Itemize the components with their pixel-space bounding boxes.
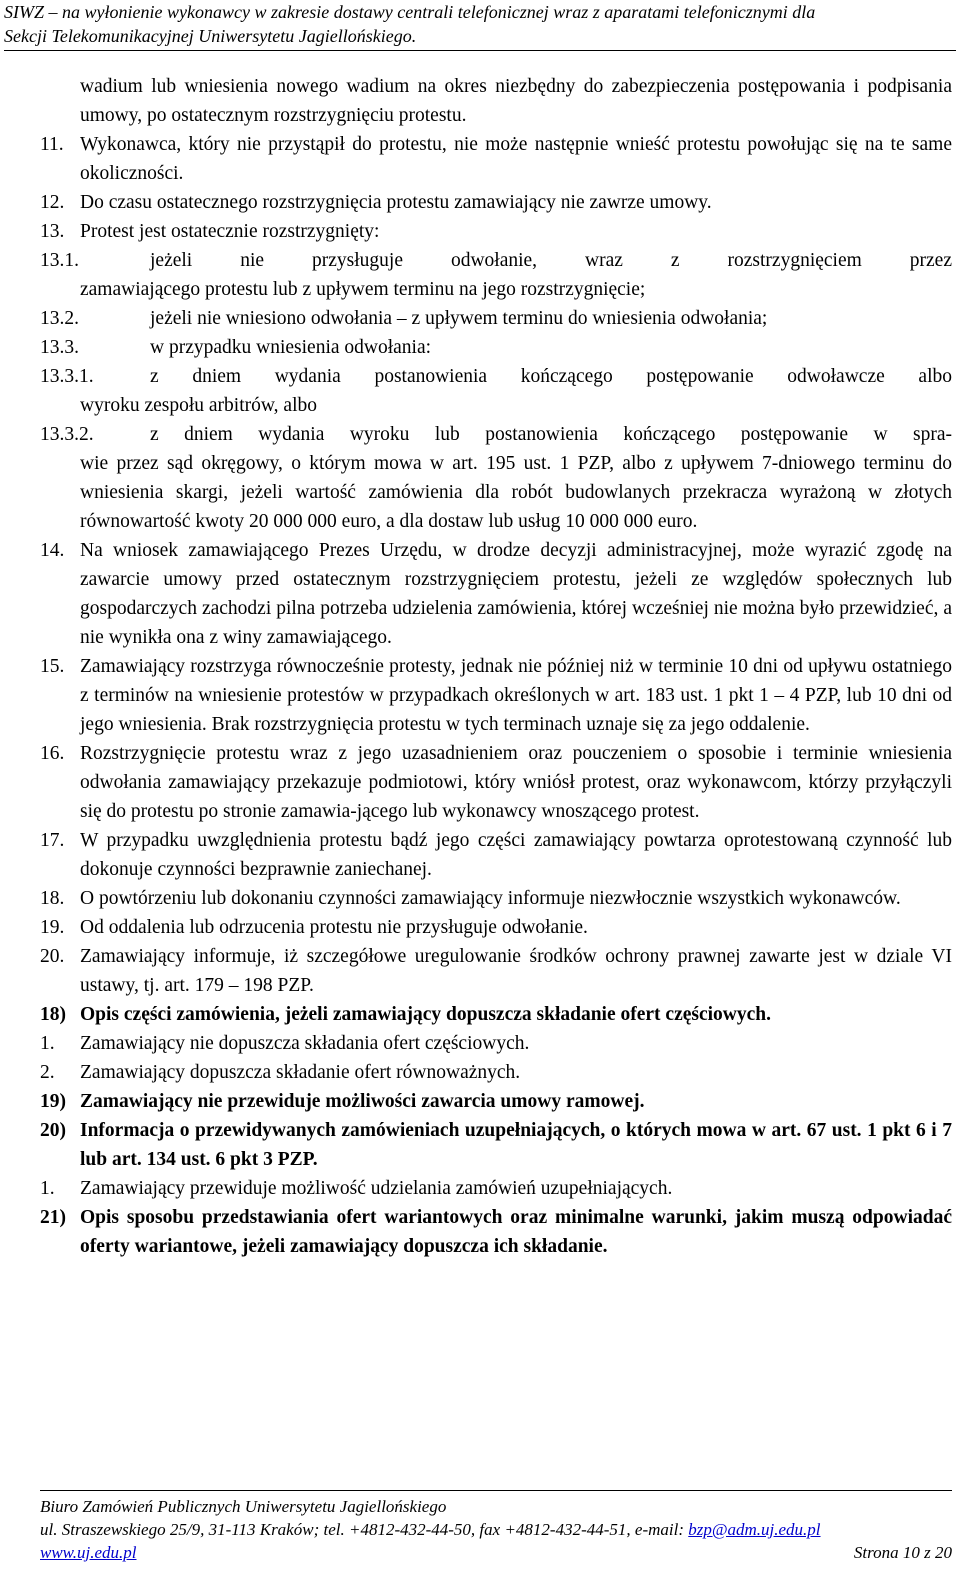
footer-bottom-row: [40, 1541, 952, 1564]
item-text: Zamawiający nie dopuszcza składania ofert częściowych.: [80, 1033, 530, 1054]
item-number: 13.3.2.: [40, 424, 94, 445]
item-text: Od oddalenia lub odrzucenia protestu nie przysługuje odwołanie.: [80, 917, 588, 938]
section-number: 19): [40, 1091, 66, 1112]
item-number: 1.: [40, 1033, 55, 1054]
sub-item-13-1: [40, 246, 952, 304]
item-text: jeżeli nie wniesiono odwołania – z upływem terminu do wniesienia odwołania;: [150, 308, 768, 329]
sub-item-13-2: [40, 304, 952, 333]
section-number: 21): [40, 1207, 66, 1228]
document-body: [40, 72, 952, 1261]
item-text: O powtórzeniu lub dokonaniu czynności zamawiający informuje niezwłocznie wszystkich wykonawców.: [80, 888, 901, 909]
item-text-first-line: z dniem wydania wyroku lub postanowienia kończącego postępowanie w spra-: [150, 424, 952, 445]
item-text: Zamawiający przewiduje możliwość udzielania zamówień uzupełniających.: [80, 1178, 673, 1199]
item-text-rest: zamawiającego protestu lub z upływem terminu na jego rozstrzygnięcie;: [80, 279, 646, 300]
list-item-17: [40, 826, 952, 884]
item-number: 12.: [40, 192, 65, 213]
item-number: 13.: [40, 221, 65, 242]
list-item-13: [40, 217, 952, 246]
item-text: Do czasu ostatecznego rozstrzygnięcia protestu zamawiający nie zawrze umowy.: [80, 192, 712, 213]
item-text: W przypadku uwzględnienia protestu bądź jego części zamawiający powtarza oprotestowaną czynność lub dokonuje czynności bezprawnie zaniechanej.: [80, 830, 952, 880]
section-18-item-1: [40, 1029, 952, 1058]
item-number: 16.: [40, 743, 65, 764]
item-text: Zamawiający rozstrzyga równocześnie protesty, jednak nie później niż w terminie 10 dni od upływu ostatniego z terminów na wniesienie protestów w przypadkach określonych w art. 183 ust. 1 pkt 1 – 4 PZP, lub 10 dni od jego wniesienia. Brak rozstrzygnięcia protestu w tych terminach uznaje się za jego oddalenie.: [80, 656, 952, 735]
section-20-item-1: [40, 1174, 952, 1203]
item-number: 14.: [40, 540, 65, 561]
list-item-18: [40, 884, 952, 913]
section-number: 18): [40, 1004, 66, 1025]
item-number: 19.: [40, 917, 65, 938]
section-19-heading: [40, 1087, 952, 1116]
item-text: Wykonawca, który nie przystąpił do protestu, nie może następnie wnieść protestu powołując się na te same okoliczności.: [80, 134, 952, 184]
section-title: Zamawiający nie przewiduje możliwości zawarcia umowy ramowej.: [80, 1091, 645, 1112]
item-number: 20.: [40, 946, 65, 967]
continued-paragraph: wadium lub wniesienia nowego wadium na okres niezbędny do zabezpieczenia postępowania i podpisania umowy, po ostatecznym rozstrzygnięciu protestu.: [80, 76, 952, 126]
footer-address: ul. Straszewskiego 25/9, 31-113 Kraków; tel. +4812-432-44-50, fax +4812-432-44-51, e-mail:: [40, 1520, 689, 1539]
section-21-heading: [40, 1203, 952, 1261]
document-header: [4, 0, 956, 51]
page-number: Strona 10 z 20: [853, 1543, 952, 1562]
section-18-heading: [40, 1000, 952, 1029]
section-20-heading: [40, 1116, 952, 1174]
item-number: 15.: [40, 656, 65, 677]
item-text: w przypadku wniesienia odwołania:: [150, 337, 432, 358]
list-item-12: [40, 188, 952, 217]
item-number: 13.2.: [40, 308, 79, 329]
item-number: 17.: [40, 830, 65, 851]
footer-contact-line: [40, 1518, 952, 1541]
item-text-first-line: jeżeli nie przysługuje odwołanie, wraz z rozstrzygnięciem przez: [150, 250, 952, 271]
list-item-15: [40, 652, 952, 739]
email-link[interactable]: bzp@adm.uj.edu.pl: [688, 1520, 821, 1539]
list-item-16: [40, 739, 952, 826]
item-number: 13.3.1.: [40, 366, 94, 387]
item-text-rest: wie przez sąd okręgowy, o którym mowa w art. 195 ust. 1 PZP, albo z upływem 7-dniowego terminu do wniesienia skargi, jeżeli wartość zamówienia dla robót budowlanych przekracza wyrażoną w złotych równowartość kwoty 20 000 000 euro, a dla dostaw lub usług 10 000 000 euro.: [80, 453, 952, 532]
section-title: Opis części zamówienia, jeżeli zamawiający dopuszcza składanie ofert częściowych.: [80, 1004, 772, 1025]
list-item-11: [40, 130, 952, 188]
item-text: Zamawiający informuje, iż szczegółowe uregulowanie środków ochrony prawnej zawarte jest w dziale VI ustawy, tj. art. 179 – 198 PZP.: [80, 946, 952, 996]
document-footer: [40, 1490, 952, 1564]
sub-item-13-3-2: [40, 420, 952, 536]
item-number: 11.: [40, 134, 64, 155]
list-item-20: [40, 942, 952, 1000]
section-title: Opis sposobu przedstawiania ofert wariantowych oraz minimalne warunki, jakim muszą odpowiadać oferty wariantowe, jeżeli zamawiający dopuszcza ich składanie.: [80, 1207, 952, 1257]
item-number: 13.3.: [40, 337, 79, 358]
sub-item-13-3: [40, 333, 952, 362]
sub-item-13-3-1: [40, 362, 952, 420]
section-18-item-2: [40, 1058, 952, 1087]
item-text: Na wniosek zamawiającego Prezes Urzędu, w drodze decyzji administracyjnej, może wyrazić zgodę na zawarcie umowy przed ostatecznym rozstrzygnięciem protestu, jeżeli ze względów społecznych lub gospodarczych zachodzi pilna potrzeba udzielenia zamówienia, której wcześniej nie można było przewidzieć, a nie wynikła ona z winy zamawiającego.: [80, 540, 952, 648]
footer-office-name: Biuro Zamówień Publicznych Uniwersytetu Jagiellońskiego: [40, 1497, 447, 1516]
item-number: 13.1.: [40, 250, 79, 271]
item-text-rest: wyroku zespołu arbitrów, albo: [80, 395, 318, 416]
header-line-2: Sekcji Telekomunikacyjnej Uniwersytetu Jagiellońskiego.: [4, 26, 417, 46]
header-line-1: SIWZ – na wyłonienie wykonawcy w zakresie dostawy centrali telefonicznej wraz z aparatami telefonicznymi dla: [4, 2, 816, 22]
section-number: 20): [40, 1120, 66, 1141]
list-item-19: [40, 913, 952, 942]
section-title: Informacja o przewidywanych zamówieniach uzupełniających, o których mowa w art. 67 ust. 1 pkt 6 i 7 lub art. 134 ust. 6 pkt 3 PZP.: [80, 1120, 952, 1170]
website-link[interactable]: www.uj.edu.pl: [40, 1543, 137, 1562]
list-item-14: [40, 536, 952, 652]
item-number: 2.: [40, 1062, 55, 1083]
item-number: 18.: [40, 888, 65, 909]
item-text-first-line: z dniem wydania postanowienia kończącego postępowanie odwoławcze albo: [150, 366, 952, 387]
item-number: 1.: [40, 1178, 55, 1199]
item-text: Zamawiający dopuszcza składanie ofert równoważnych.: [80, 1062, 521, 1083]
item-text: Rozstrzygnięcie protestu wraz z jego uzasadnieniem oraz pouczeniem o sposobie i terminie wniesienia odwołania zamawiający przekazuje podmiotowi, który wniósł protest, oraz wykonawcom, którzy przyłączyli się do protestu po stronie zamawia-jącego lub wykonawcy wnoszącego protest.: [80, 743, 952, 822]
item-text: Protest jest ostatecznie rozstrzygnięty:: [80, 221, 380, 242]
